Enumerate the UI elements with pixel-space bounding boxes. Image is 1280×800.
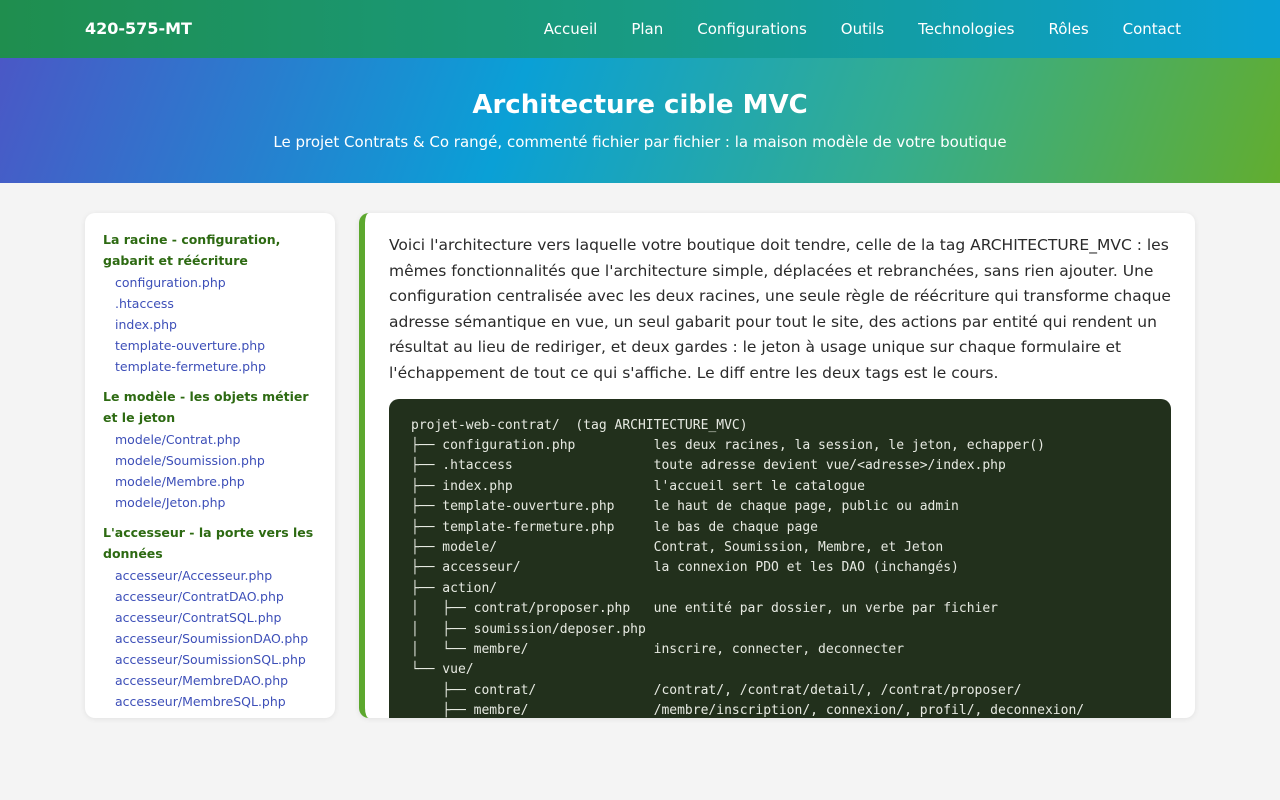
main-content-card: [359, 213, 1195, 718]
code-line: └── vue/: [411, 662, 474, 678]
sidebar-link-contratsql[interactable]: accesseur/ContratSQL.php: [115, 610, 282, 625]
nav-link-plan[interactable]: Plan: [631, 20, 664, 38]
nav-link-roles[interactable]: Rôles: [1048, 20, 1089, 38]
top-navbar: [0, 0, 1280, 58]
sidebar-link-configuration[interactable]: configuration.php: [115, 275, 226, 290]
sidebar-link-soumissiondao[interactable]: accesseur/SoumissionDAO.php: [115, 631, 309, 646]
code-line: ├── index.php l'accueil sert le catalogue: [411, 478, 865, 494]
sidebar-link-template-fermeture[interactable]: template-fermeture.php: [115, 359, 266, 374]
sidebar-link-membredao[interactable]: accesseur/MembreDAO.php: [115, 673, 289, 688]
code-line: projet-web-contrat/ (tag ARCHITECTURE_MVC): [411, 417, 748, 433]
nav-link-outils[interactable]: Outils: [840, 20, 885, 38]
code-line: ├── membre/ /membre/inscription/, connexion/, profil/, deconnexion/: [411, 703, 1085, 718]
code-line: ├── accesseur/ la connexion PDO et les DAO (inchangés): [411, 560, 959, 576]
code-line: ├── contrat/ /contrat/, /contrat/detail/, /contrat/proposer/: [411, 682, 1022, 698]
code-line: │ ├── soumission/deposer.php: [411, 621, 646, 637]
page-subtitle: Le projet Contrats & Co rangé, commenté fichier par fichier : la maison modèle de votre boutique: [273, 133, 1007, 151]
sidebar-link-soumission[interactable]: modele/Soumission.php: [115, 453, 265, 468]
code-line: ├── .htaccess toute adresse devient vue/<adresse>/index.php: [411, 458, 1006, 474]
sidebar-link-membre[interactable]: modele/Membre.php: [115, 474, 245, 489]
intro-paragraph: Voici l'architecture vers laquelle votre boutique doit tendre, celle de la tag ARCHITECTURE_MVC : les mêmes fonctionnalités que l'architecture simple, déplacées et rebranchées, sans rien ajouter. Une configuration centralisée avec les deux racines, une seule règle de réécriture qui transforme chaque adresse sémantique en vue, un seul gabarit pour tout le site, des actions par entité qui rendent un résultat au lieu de rediriger, et deux gardes : le jeton à usage unique sur chaque formulaire et l'échappement de tout ce qui s'affiche. Le diff entre les deux tags est le cours.: [389, 236, 1171, 382]
sidebar-link-accesseur[interactable]: accesseur/Accesseur.php: [115, 568, 273, 583]
sidebar-link-contrat[interactable]: modele/Contrat.php: [115, 432, 241, 447]
sidebar-link-index[interactable]: index.php: [115, 317, 177, 332]
sidebar-link-htaccess[interactable]: .htaccess: [115, 296, 174, 311]
sidebar-link-soumissionsql[interactable]: accesseur/SoumissionSQL.php: [115, 652, 306, 667]
sidebar-link-jeton[interactable]: modele/Jeton.php: [115, 495, 226, 510]
sidebar-group-title[interactable]: Le modèle - les objets métier et le jeton: [103, 389, 309, 425]
nav-link-configurations[interactable]: Configurations: [697, 20, 807, 38]
nav-link-technologies[interactable]: Technologies: [918, 20, 1015, 38]
sidebar-group-title[interactable]: La racine - configuration, gabarit et réécriture: [103, 232, 281, 268]
nav-link-accueil[interactable]: Accueil: [543, 20, 598, 38]
code-line: ├── template-fermeture.php le bas de chaque page: [411, 519, 818, 535]
architecture-code-block: [389, 399, 1171, 718]
sidebar-link-template-ouverture[interactable]: template-ouverture.php: [115, 338, 266, 353]
sidebar-group-title[interactable]: L'accesseur - la porte vers les données: [103, 525, 314, 561]
sidebar-group-modele: [103, 386, 317, 513]
code-line: │ ├── contrat/proposer.php une entité par dossier, un verbe par fichier: [411, 601, 998, 617]
code-line: ├── modele/ Contrat, Soumission, Membre, et Jeton: [411, 540, 944, 555]
page-title: Architecture cible MVC: [472, 90, 808, 120]
main-nav: [510, 0, 1181, 58]
sidebar-toc: [85, 213, 335, 718]
hero-banner: [0, 58, 1280, 183]
sidebar-link-contratdao[interactable]: accesseur/ContratDAO.php: [115, 589, 284, 604]
sidebar-link-membresql[interactable]: accesseur/MembreSQL.php: [115, 694, 286, 709]
sidebar-group-accesseur: [103, 522, 317, 712]
sidebar-group-racine: [103, 229, 317, 377]
code-line: ├── action/: [411, 580, 498, 596]
brand-logo[interactable]: 420-575-MT: [85, 19, 192, 38]
nav-link-contact[interactable]: Contact: [1122, 20, 1181, 38]
code-line: ├── configuration.php les deux racines, la session, le jeton, echapper(): [411, 437, 1045, 453]
code-line: │ └── membre/ inscrire, connecter, deconnecter: [411, 642, 905, 658]
code-line: ├── template-ouverture.php le haut de chaque page, public ou admin: [411, 499, 959, 515]
